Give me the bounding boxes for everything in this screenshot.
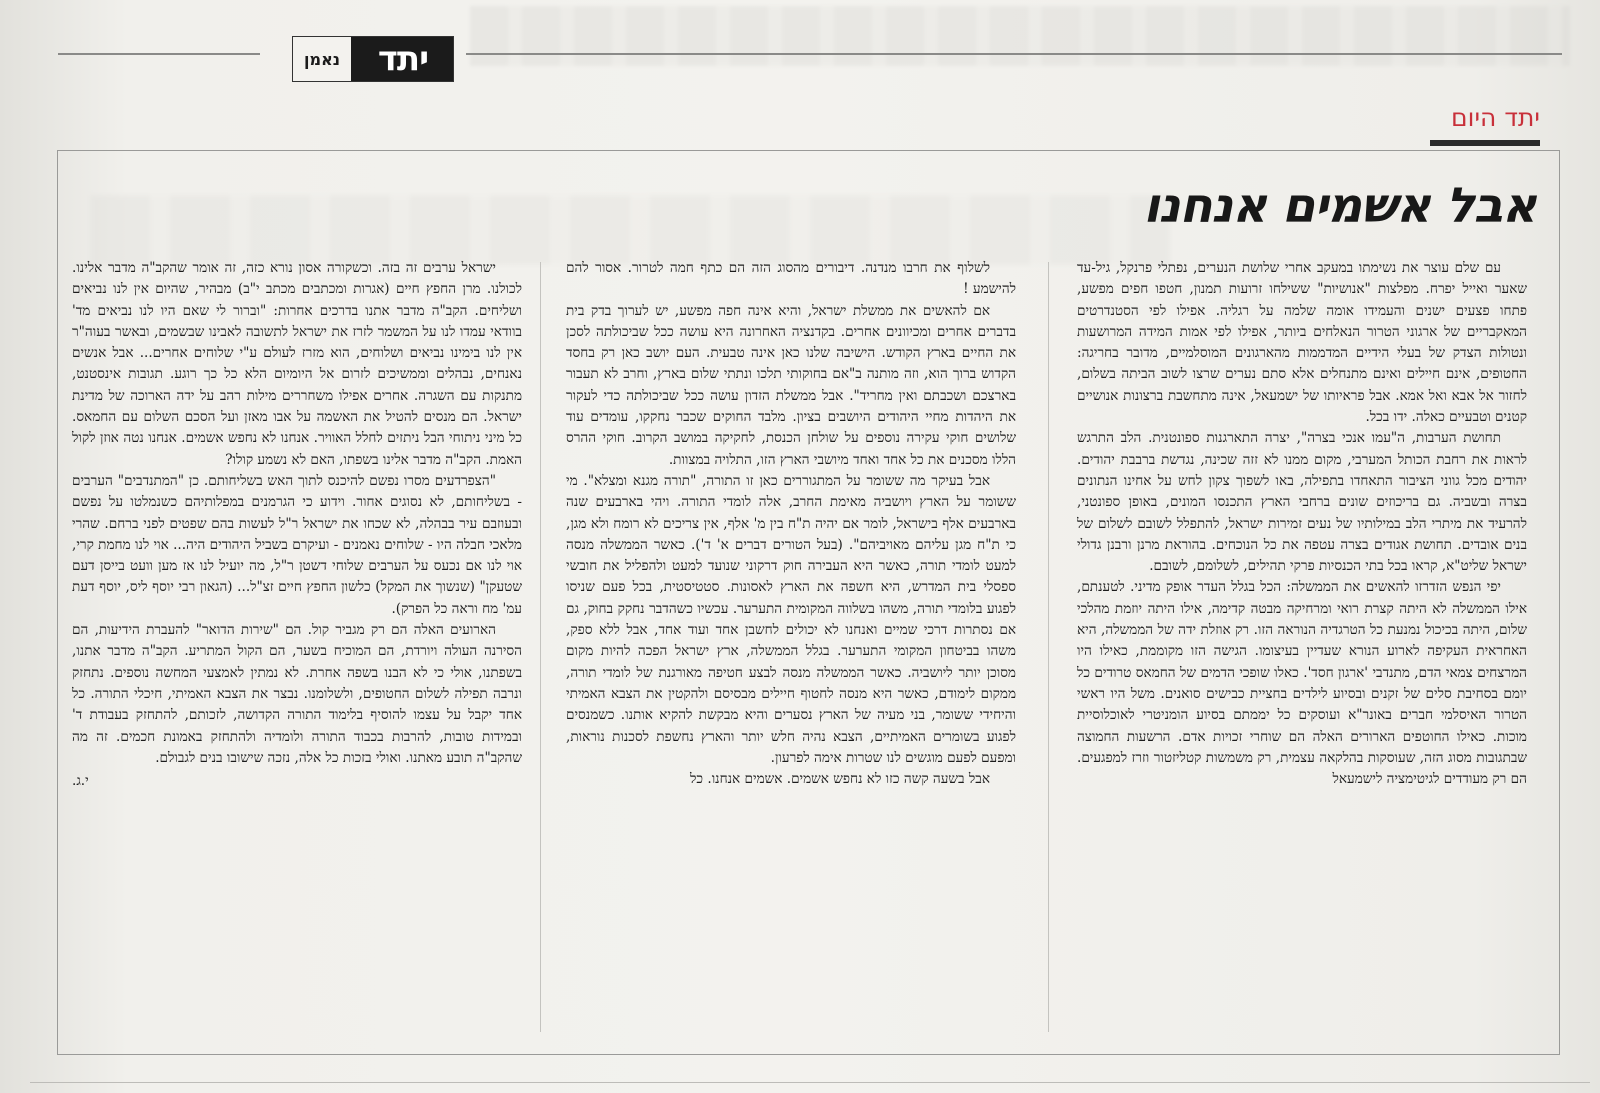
paragraph: לשלוף את חרבו מנדנה. דיבורים מהסוג הזה הם כתף חמה לטרור. אסור להם להישמע ! xyxy=(566,260,1016,298)
logo-title: יתד xyxy=(353,37,453,81)
article-column-right xyxy=(1077,258,1527,1033)
paragraph: אבל בעיקר מה ששומר על המתגוררים כאן זו התורה, "תורה מגנא ומצלא". מי ששומר על הארץ ויושביה מאימת החרב, אלה לומדי התורה. ויהי בארבעים שנה בארבעים אלף בישראל, לומר אם יהיה ת"ח בין מ' אלף, אין צריכים לא רומח ולא מגן, כי ת"ח מגן עליהם מאויביהם". (בעל הטורים דברים א' ד'). כאשר הממשלה מנסה למעט לומדי תורה, כאשר היא העבירה חוק דרקוני שנועד למעט ולהפליל את חובשי ספסלי בית המדרש, היא חשפה את הארץ לאסונות. סטטיסטית, בכל פעם שניסו לפגוע בלומדי תורה, משהו בשלווה המקומית התערער. עכשיו כשהדבר נחקק בחוק, גם אם נסתרות דרכי שמיים ואנחנו לא יכולים לחשבן אחד ועוד אחד, אבל ללא ספק, משהו בביטחון המקומי התערער. בגלל הממשלה, ארץ ישראל הפכה להיות מקום מסוכן יותר ליושביה. כאשר הממשלה מנסה לבצע חטיפה מאורגנת של לומדי תורה, ממקום לימודם, כאשר היא מנסה לחטוף חיילים מבסיסם ולהקטין את הצבא האמיתי והיחידי ששומר, בני מעיה של הארץ נסערים והיא מבקשת להקיא אותנו. כשמנסים לפגוע בשומרים האמיתיים, הצבא נהיה חלש יותר והארץ נחשפת לסכנות נוראות, ומפעם לפעם מוגשים לנו שטרות אימה לפרעון. xyxy=(566,472,1016,766)
article-headline: אבל אשמים אנחנו xyxy=(1143,178,1536,234)
newspaper-logo xyxy=(292,36,454,82)
article-column-middle xyxy=(566,258,1016,1033)
section-label: יתד היום xyxy=(1451,103,1540,132)
author-signature: י.ג. xyxy=(72,773,89,790)
page-bottom-edge xyxy=(30,1082,1590,1083)
header-rule-right xyxy=(466,53,1562,55)
paragraph: אבל בשעה קשה כזו לא נחפש אשמים. אשמים אנחנו. כל xyxy=(690,771,990,788)
column-divider xyxy=(1048,262,1049,1032)
column-divider xyxy=(540,262,541,1032)
paragraph: תחושת הערבות, ה"עמו אנכי בצרה", יצרה התארגנות ספונטנית. הלב התרגש לראות את רחבת הכותל המערבי, מקום ממנו לא זזה שכינה, נגדשת ברבבת יהודים. יהודים מכל גווני הציבור התאחדו בתפילה, באו לשפוך צקון לחש על אחינו הנתונים בצרה ובשביה. גם בריכוזים שונים ברחבי הארץ התכנסו המונים, באופן ספונטני, להרעיד את מיתרי הלב במילותיו של נעים זמירות ישראל, להתפלל לשובם לשלום של בנים אובדים. תחושת אגודים בצרה עטפה את כל הנוכחים. בהוראת מרנן ורבנן גדולי ישראל שליט"א, קראו בכל בתי הכנסיות פרקי תהילים, לשלומם, לשובם. xyxy=(1077,430,1527,575)
paragraph: ישראל ערבים זה בזה. וכשקורה אסון נורא כזה, זה אומר שהקב"ה מדבר אלינו. לכולנו. מרן החפץ חיים (אגרות ומכתבים מכתב י"ב) מבהיר, שהיום אין לנו נביאים ושליחים. הקב"ה מדבר אתנו בדרכים אחרות: "וברור לי שאם היו לנו נביאים מד' בוודאי עמדו לנו על המשמר לזרז את ישראל לתשובה לאבינו שבשמים, ובאשר בעוה"ר אין לנו בימינו נביאים ושלוחים, הוא מזרז לעולם ע"י שלוחים אחרים... אבל אנשים נאנחים, נבהלים וממשיכים לזרום אל היומיום הלא כל כך רוגע. תגובות אינסטנט, מתנקות עם השגרה. אחרים אפילו משחררים מילות רהב על ידה הארוכה של מדינת ישראל. הם מנסים להטיל את האשמה על אבו מאזן ועל הסכם השלום עם החמאס. כל מיני ניתוחי הבל ניתזים לחלל האוויר. אנחנו לא נחפש אשמים. אנחנו נטה אוזן לקול האמת. הקב"ה מדבר אלינו בשפתו, האם לא נשמע קולו? xyxy=(72,260,522,468)
paragraph: יפי הנפש הזדרזו להאשים את הממשלה: הכל בגלל העדר אופק מדיני. לטענתם, אילו הממשלה לא היתה קצרת רואי ומרחיקה מבטה קדימה, אילו היתה יוזמת מהלכי שלום, היתה בכיכול נמנעת כל הטרגדיה הנוראה הזו. רק אוזלת ידה של הממשלה, היא האחראית העקיפה לארוע הנורא שעדיין בעיצומו. הגישה הזו מקוממת, כאילו היו המרצחים צמאי הדם, מתנדבי 'ארגון חסד'. כאלו שופכי הדמים של החמאס טרודים כל יומם בסחיבת סלים של זקנים ובסיוע לילדים בחציית כבישים סואנים. משל היו ראשי הטרור האיסלמי חברים באונר"א ועוסקים כל יממתם בסיוע הומניטרי לאוכלוסיית מוכות. כאילו החוטפים הארורים האלה הם שוחרי זכויות אדם. הרשעות החמוצה שבתגובות מסוג הזה, שעוסקות בהלקאה עצמית, רק משמשות קטליזטור וזרז למפגעים. הם רק מעודדים לגיטימציה לישמעאל xyxy=(1077,579,1527,788)
article-column-left xyxy=(72,258,522,1033)
logo-subtitle: נאמן xyxy=(293,37,353,81)
paragraph: אם להאשים את ממשלת ישראל, והיא אינה חפה מפשע, יש לערוך בדק בית בדברים אחרים ומכיוונים אחרים. בקדנציה האחרונה היא עושה ככל שביכולתה לסכן את החיים בארץ הקודש. הישיבה שלנו כאן אינה טבעית. העם יושב כאן רק בחסד הקדוש ברוך הוא, וזה מותנה ב"אם בחוקותי תלכו ונתתי שלום בארץ, וחרב לא תעבור בארצכם ושכבתם ואין מחריד". אבל ממשלת הזדון עושה ככל שביכולתה כדי לעקור את היהדות מחיי היהודים היושבים בציון. מלבד החוקים שכבר נחקקו, עומדים עוד שלושים חוקי עקירה נוספים על שולחן הכנסת, לחקיקה במושב הקרוב. חוקי ההרס הללו מסכנים את כל אחד ואחד מיושבי הארץ הזו, התלויה במצוות. xyxy=(566,302,1016,468)
section-underline xyxy=(1430,140,1540,146)
bleed-through-texture xyxy=(470,6,1570,66)
paragraph: הארועים האלה הם רק מגביר קול. הם "שירות הדואר" להעברת הידיעות, הם הסירנה העולה ויורדת, הם המוכיח בשער, הם הקול המתריע. הקב"ה מדבר אתנו, בשפתנו, אולי כי לא הבנו בשפה אחרת. לא נמתין לאמצעי המחשה נוספים. נתחזק ונרבה תפילה לשלום החטופים, ולשלומנו. נבצר את הצבא האמיתי, חיכלי התורה. כל אחד יקבל על עצמו להוסיף בלימוד התורה הקדושה, לזכותם, להתחזק בעבודת ד' ובמידות טובות, להרבות בכבוד התורה ולומדיה ולהתחזק באמונת חכמים. זה מה שהקב"ה תובע מאתנו. ואולי בזכות כל אלה, נזכה שישובו בנים לגבולם. xyxy=(72,622,522,766)
paragraph: עם שלם עוצר את נשימתו במעקב אחרי שלושת הנערים, נפתלי פרנקל, גיל-עד שאער ואייל יפרח. מפלצות "אנושיות" ששילחו זרועות תמנון, חטפו חפים מפשע, פתחו פצעים ישנים והעמידו אומה שלמה על רגליה. אפילו לפי הסטנדרטים המאקבריים של ארגוני הטרור הנאלחים ביותר, אפילו לפי אמות המידה המרושעות ונטולות הצדק של בעלי הידיים המדממות מהארגונים המוסלמיים, מדובר בחריגה: החטופים, אינם חיילים ואינם מתנחלים אלא סתם נערים שרצו לשוב הביתה בשלום, לחזור אל אבא ואל אמא. אבל פראיותו של ישמעאל, אינה מתחשבת ברצונות אנושיים קטנים וטבעיים כאלה. ידו בכל. xyxy=(1077,260,1527,426)
header-rule-left xyxy=(58,53,260,55)
paragraph: "הצפרדעים מסרו נפשם להיכנס לתוך האש בשליחותם. כן "המתנדבים" הערבים - בשליחותם, לא נסוגים אחור. וידוע כי הגרמנים במפלותיהם כשנמלטו על נפשם ובעוזבם עיר בבהלה, לא שכחו את ישראל ר"ל לעשות בהם שפטים לפני ברחם. שהרי מלאכי חבלה היו - שלוחים נאמנים - ועיקרם בשביל היהודים היה... אוי לנו מחמת קרי, אוי לנו אם נכעס על הערבים שלוחי דשטן ר"ל, מה יועיל לנו אז מען וועט בייסן דעם שטעקן" (שנשוך את המקל) כלשון החפץ חיים זצ"ל... (הגאון רבי יוסף ליס, יוסף דעת עמ' מח וראה כל הפרק). xyxy=(72,472,522,617)
